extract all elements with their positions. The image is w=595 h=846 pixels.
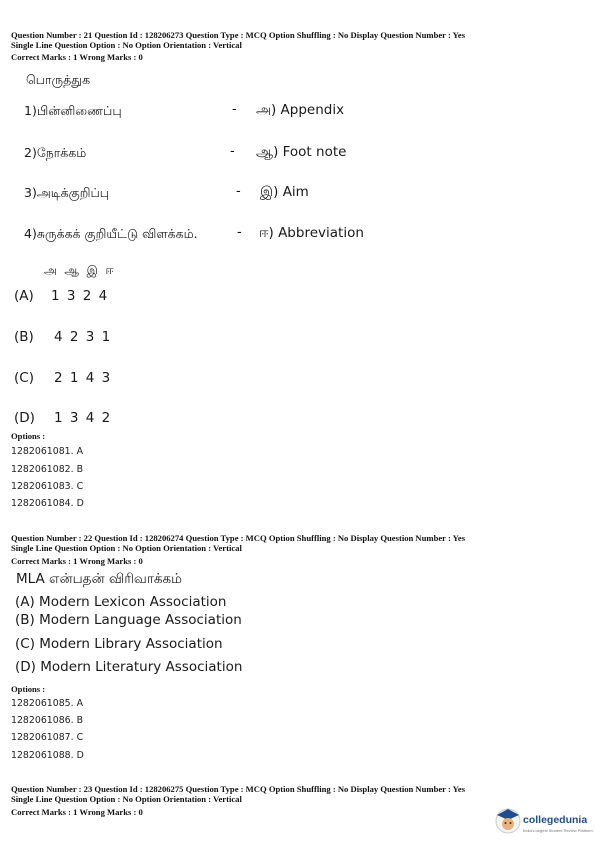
choice-values: 2 1 4 3 xyxy=(54,370,111,386)
choice-text: (A) Modern Lexicon Association xyxy=(15,594,227,610)
match-left-item: 4)சுருக்கக் குறியீட்டு விளக்கம். xyxy=(24,226,198,241)
match-right-item: ஈ) Abbreviation xyxy=(259,225,364,241)
options-label: Options : xyxy=(11,684,46,694)
option-id: 1282061084. D xyxy=(11,498,84,509)
question-header: Question Number : 23 Question Id : 128206275 Question Type : MCQ Option Shuffling : No Display Question Number : Yes xyxy=(11,784,466,794)
choice-values: 1 3 4 2 xyxy=(54,410,111,426)
options-label: Options : xyxy=(11,431,46,441)
marks-line: Correct Marks : 1 Wrong Marks : 0 xyxy=(11,52,143,62)
separator-dash: - xyxy=(232,102,237,117)
choice-text: (B) Modern Language Association xyxy=(15,612,242,628)
question-text: MLA என்பதன் விரிவாக்கம் xyxy=(16,571,183,587)
option-id: 1282061088. D xyxy=(11,750,84,761)
match-right-item: இ) Aim xyxy=(260,184,309,200)
choice-label: (A) xyxy=(14,288,34,304)
collegedunia-logo xyxy=(493,801,593,841)
choice-label: (C) xyxy=(14,370,34,386)
question-header-orientation: Single Line Question Option : No Option Orientation : Vertical xyxy=(11,543,242,553)
question-instruction: பொருத்துக xyxy=(26,72,91,87)
option-id: 1282061083. C xyxy=(11,481,84,492)
option-id: 1282061087. C xyxy=(11,732,84,743)
separator-dash: - xyxy=(236,184,241,199)
choice-values: 1 3 2 4 xyxy=(51,288,108,304)
match-left-item: 3)அடிக்குறிப்பு xyxy=(24,185,110,200)
option-id: 1282061086. B xyxy=(11,715,84,726)
question-header-orientation: Single Line Question Option : No Option Orientation : Vertical xyxy=(11,794,242,804)
match-right-item: அ) Appendix xyxy=(256,102,345,118)
question-header: Question Number : 22 Question Id : 128206274 Question Type : MCQ Option Shuffling : No Display Question Number : Yes xyxy=(11,533,466,543)
separator-dash: - xyxy=(237,225,242,240)
question-header: Question Number : 21 Question Id : 128206273 Question Type : MCQ Option Shuffling : No Display Question Number : Yes xyxy=(11,30,466,40)
choice-label: (D) xyxy=(14,410,35,426)
choice-text: (D) Modern Literatury Association xyxy=(15,659,243,675)
option-id: 1282061085. A xyxy=(11,698,84,709)
logo-wordmark: collegedunia xyxy=(523,814,588,826)
match-left-item: 1)பின்னிணைப்பு xyxy=(24,103,122,118)
match-left-item: 2)நோக்கம் xyxy=(24,145,87,160)
collegedunia-logo-graphic xyxy=(493,801,593,841)
option-id: 1282061082. B xyxy=(11,464,84,475)
logo-tagline: India's largest Student Review Platform xyxy=(523,828,593,833)
marks-line: Correct Marks : 1 Wrong Marks : 0 xyxy=(11,556,143,566)
match-right-item: ஆ) Foot note xyxy=(256,144,347,160)
separator-dash: - xyxy=(230,144,235,159)
question-header-orientation: Single Line Question Option : No Option Orientation : Vertical xyxy=(11,40,242,50)
choice-label: (B) xyxy=(14,329,34,345)
option-id: 1282061081. A xyxy=(11,446,84,457)
choice-values: 4 2 3 1 xyxy=(54,329,111,345)
answer-column-letters: அ ஆ இ ஈ xyxy=(44,263,114,277)
marks-line: Correct Marks : 1 Wrong Marks : 0 xyxy=(11,807,143,817)
choice-text: (C) Modern Library Association xyxy=(15,636,223,652)
